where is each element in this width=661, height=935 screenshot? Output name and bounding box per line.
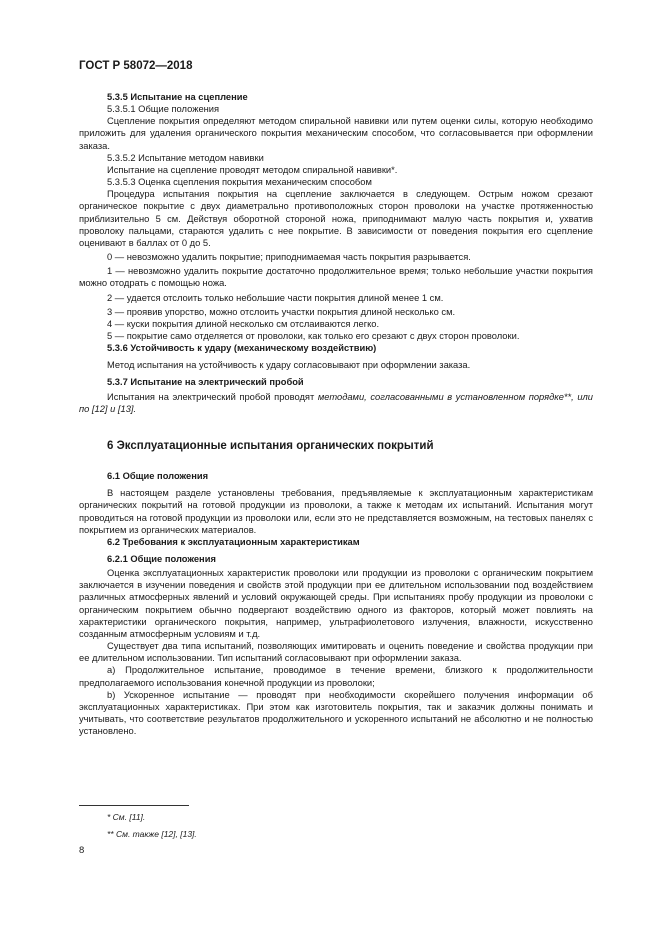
footnote-divider [79, 805, 189, 806]
main-text [79, 91, 593, 737]
list-item-a: a) Продолжительное испытание, проводимое в течение времени, близкого к продолжительности предполагаемого использования конечной продукции из проволоки; [79, 665, 593, 688]
heading-6-1: 6.1 Общие положения [107, 471, 209, 482]
score-1: 1 — невозможно удалить покрытие достаточно продолжительное время; только небольшие участки покрытия можно отодрать с помощью ножа. [79, 266, 593, 289]
score-5: 5 — покрытие само отделяется от проволоки, как только его срезают с двух сторон проволоки. [107, 330, 520, 341]
heading-5-3-7: 5.3.7 Испытание на электрический пробой [107, 377, 304, 388]
footnote-2: ** См. также [12], [13]. [107, 829, 197, 839]
section-6-title: 6 Эксплуатационные испытания органических покрытий [107, 439, 434, 452]
heading-5-3-5: 5.3.5 Испытание на сцепление [107, 92, 248, 102]
page-number: 8 [79, 845, 85, 856]
clause-5-3-5-3: 5.3.5.3 Оценка сцепления покрытия механическим способом [107, 177, 372, 188]
paragraph: Процедура испытания покрытия на сцепление заключается в следующем. Острым ножом срезают органическое покрытие с двух диаметрально противоположных сторон проволоки на участке протяженностью приблизительно 5 см. Действуя оборотной стороной ножа, приподнимают малую часть покрытия и, ухватив проволоку пальцами, стараются удалить с нее покрытие. В зависимости от поведения покрытия его сцепление оценивают в баллах от 0 до 5. [79, 189, 593, 248]
paragraph: Метод испытания на устойчивость к удару согласовывают при оформлении заказа. [107, 360, 471, 371]
clause-5-3-5-2: 5.3.5.2 Испытание методом навивки [107, 152, 264, 163]
score-2: 2 — удается отслоить только небольшие части покрытия длиной менее 1 см. [107, 292, 444, 303]
footnote-1: * См. [11]. [107, 812, 146, 822]
score-4: 4 — куски покрытия длиной несколько см отслаиваются легко. [107, 318, 380, 329]
paragraph: В настоящем разделе установлены требования, предъявляемые к эксплуатационным характеристикам органических покрытий на готовой продукции из проволоки, а также к методам их испытаний. Испытания могут проводиться на готовой продукции из проволоки или, если это не представляется возможным, на тестовых панелях с покрытием из органических материалов. [79, 488, 593, 535]
paragraph: Сцепление покрытия определяют методом спиральной навивки или путем оценки силы, которую необходимо приложить для удаления органического покрытия механическим способом, что согласовывается при оформлении заказа. [79, 116, 593, 151]
score-3: 3 — проявив упорство, можно отслоить участки покрытия длиной несколько см. [107, 306, 456, 317]
heading-5-3-6: 5.3.6 Устойчивость к удару (механическому воздействию) [107, 343, 377, 354]
heading-6-2-1: 6.2.1 Общие положения [107, 554, 216, 564]
paragraph-italic-ref: Испытания на электрический пробой проводят методами, согласованными в установленном порядке**, или по [12] и [13]. [79, 391, 593, 414]
paragraph: Оценка эксплуатационных характеристик проволоки или продукции из проволоки с органическим покрытием заключается в изучении поведения и свойств этой продукции при ее длительном использовании под воздействием различных атмосферных явлений и условий окружающей среды. При испытаниях пробу продукции из проволоки с органическим покрытием обычно подвергают воздействию одного из факторов, который может повлиять на характеристики органического покрытия, например, ультрафиолетового излучения, влажности, искусственно созданным атмосферным условиям и т.д. [79, 568, 593, 639]
score-0: 0 — невозможно удалить покрытие; приподнимаемая часть покрытия разрывается. [107, 252, 471, 263]
heading-6-2: 6.2 Требования к эксплуатационным характеристикам [107, 536, 360, 547]
page-header: ГОСТ Р 58072—2018 [79, 60, 193, 72]
clause-5-3-5-1: 5.3.5.1 Общие положения [107, 104, 220, 115]
list-item-b: b) Ускоренное испытание — проводят при необходимости скорейшего получения информации об эксплуатационных характеристиках. При этом как изготовитель покрытия, так и заказчик должны понимать и учитывать, что соответствие результатов продолжительного и ускоренного испытаний не абсолютно и не полностью установлено. [79, 689, 593, 737]
paragraph: Испытание на сцепление проводят методом спиральной навивки*. [107, 164, 398, 175]
paragraph: Существует два типа испытаний, позволяющих имитировать и оценить поведение и свойства продукции при ее длительном использовании. Тип испытаний согласовывают при оформлении заказа. [79, 641, 593, 664]
